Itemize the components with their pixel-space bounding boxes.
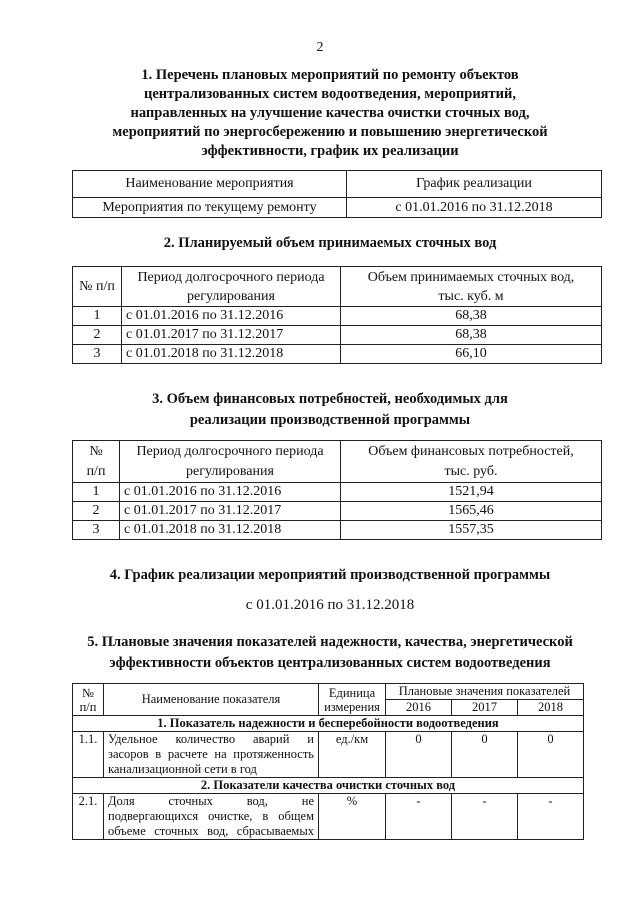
schedule-cell: с 01.01.2016 по 31.12.2018 bbox=[347, 198, 602, 218]
row-number: 3 bbox=[73, 345, 122, 364]
table-row bbox=[73, 521, 602, 540]
row-number: 3 bbox=[73, 521, 120, 540]
row-indicator-name bbox=[104, 732, 319, 778]
group-header-quality: 2. Показатели качества очистки сточных вод bbox=[73, 778, 584, 794]
row-value-2018: 0 bbox=[518, 732, 584, 778]
table-row bbox=[73, 483, 602, 502]
header-volume-line: Объем принимаемых сточных вод, bbox=[367, 269, 575, 285]
table-row bbox=[73, 502, 602, 521]
header-indicator-name: Наименование показателя bbox=[104, 684, 319, 716]
header-volume-line: тыс. куб. м bbox=[438, 288, 504, 304]
header-number-line: № bbox=[82, 685, 94, 700]
row-indicator-line: канализационной сети в год bbox=[108, 762, 257, 776]
header-planned-values: Плановые значения показателей bbox=[386, 684, 584, 700]
header-schedule: График реализации bbox=[347, 171, 602, 198]
header-year-2018: 2018 bbox=[518, 700, 584, 716]
table-row bbox=[73, 732, 584, 778]
row-period: с 01.01.2017 по 31.12.2017 bbox=[120, 502, 341, 521]
header-unit bbox=[319, 684, 386, 716]
header-measure-name: Наименование мероприятия bbox=[73, 171, 347, 198]
row-value: 1557,35 bbox=[341, 521, 602, 540]
header-period bbox=[122, 267, 341, 307]
row-period: с 01.01.2016 по 31.12.2016 bbox=[120, 483, 341, 502]
row-number: 1.1. bbox=[73, 732, 104, 778]
row-value-2017: 0 bbox=[452, 732, 518, 778]
section3-table bbox=[72, 440, 602, 540]
row-indicator-line: засоров в расчете на протяженность bbox=[108, 747, 314, 761]
row-value-2016: 0 bbox=[386, 732, 452, 778]
row-value: 68,38 bbox=[341, 307, 602, 326]
header-year-2016: 2016 bbox=[386, 700, 452, 716]
header-period-line: регулирования bbox=[186, 463, 274, 479]
header-period-line: Период долгосрочного периода bbox=[136, 443, 324, 459]
header-finance bbox=[341, 441, 602, 483]
row-period: с 01.01.2018 по 31.12.2018 bbox=[122, 345, 341, 364]
table-row bbox=[73, 307, 602, 326]
row-number: 2.1. bbox=[73, 794, 104, 840]
header-number-line: п/п bbox=[79, 699, 97, 714]
row-value-2016: - bbox=[386, 794, 452, 840]
row-unit: % bbox=[319, 794, 386, 840]
section2-title: 2. Планируемый объем принимаемых сточных вод bbox=[163, 235, 497, 251]
row-value-2017: - bbox=[452, 794, 518, 840]
table-row bbox=[73, 345, 602, 364]
row-period: с 01.01.2016 по 31.12.2016 bbox=[122, 307, 341, 326]
row-value: 1565,46 bbox=[341, 502, 602, 521]
row-number: 1 bbox=[73, 483, 120, 502]
section3-title-line: 3. Объем финансовых потребностей, необходимых для bbox=[152, 391, 508, 407]
section2-table bbox=[72, 266, 602, 364]
section1-table bbox=[72, 170, 602, 218]
row-number: 2 bbox=[73, 326, 122, 345]
section1-title-line: эффективности, график их реализации bbox=[201, 143, 459, 159]
section5-title-line: 5. Плановые значения показателей надежности, качества, энергетической bbox=[87, 634, 573, 650]
row-number: 2 bbox=[73, 502, 120, 521]
section3-title bbox=[60, 389, 600, 431]
section5-title bbox=[60, 632, 600, 674]
row-indicator-line: Доля сточных вод, не bbox=[108, 794, 314, 808]
header-finance-line: тыс. руб. bbox=[444, 463, 498, 479]
section1-title-line: направленных на улучшение качества очистки сточных вод, bbox=[130, 105, 530, 121]
section4-title: 4. График реализации мероприятий производственной программы bbox=[109, 567, 551, 583]
header-year-2017: 2017 bbox=[452, 700, 518, 716]
row-period: с 01.01.2017 по 31.12.2017 bbox=[122, 326, 341, 345]
header-period-line: Период долгосрочного периода bbox=[137, 269, 325, 285]
row-number: 1 bbox=[73, 307, 122, 326]
header-volume bbox=[341, 267, 602, 307]
row-unit: ед./км bbox=[319, 732, 386, 778]
section1-title bbox=[60, 66, 600, 161]
row-period: с 01.01.2018 по 31.12.2018 bbox=[120, 521, 341, 540]
row-indicator-name bbox=[104, 794, 319, 840]
row-value-2018: - bbox=[518, 794, 584, 840]
header-number: № п/п bbox=[73, 267, 122, 307]
section4-period: с 01.01.2016 по 31.12.2018 bbox=[245, 597, 415, 613]
header-number bbox=[73, 441, 120, 483]
row-value: 66,10 bbox=[341, 345, 602, 364]
header-number bbox=[73, 684, 104, 716]
row-indicator-line: объеме сточных вод, сбрасываемых bbox=[108, 824, 314, 838]
row-indicator-line: подвергающихся очистке, в общем bbox=[108, 809, 314, 823]
header-period bbox=[120, 441, 341, 483]
section1-title-line: 1. Перечень плановых мероприятий по ремонту объектов bbox=[141, 67, 519, 83]
page-number: 2 bbox=[316, 40, 324, 55]
header-unit-line: Единица bbox=[328, 685, 376, 700]
section5-table bbox=[72, 683, 584, 840]
row-value: 68,38 bbox=[341, 326, 602, 345]
row-value: 1521,94 bbox=[341, 483, 602, 502]
measure-name-cell: Мероприятия по текущему ремонту bbox=[73, 198, 347, 218]
table-row bbox=[73, 794, 584, 840]
table-row bbox=[73, 326, 602, 345]
header-number-line: № bbox=[89, 443, 103, 459]
header-period-line: регулирования bbox=[187, 288, 275, 304]
group-header-reliability: 1. Показатель надежности и бесперебойности водоотведения bbox=[73, 716, 584, 732]
row-indicator-line: Удельное количество аварий и bbox=[108, 732, 314, 746]
header-unit-line: измерения bbox=[324, 699, 380, 714]
section1-title-line: централизованных систем водоотведения, мероприятий, bbox=[144, 86, 516, 102]
section1-title-line: мероприятий по энергосбережению и повышению энергетической bbox=[112, 124, 548, 140]
header-number-line: п/п bbox=[86, 463, 106, 479]
header-finance-line: Объем финансовых потребностей, bbox=[368, 443, 574, 459]
section5-title-line: эффективности объектов централизованных систем водоотведения bbox=[109, 655, 551, 671]
section3-title-line: реализации производственной программы bbox=[189, 412, 471, 428]
